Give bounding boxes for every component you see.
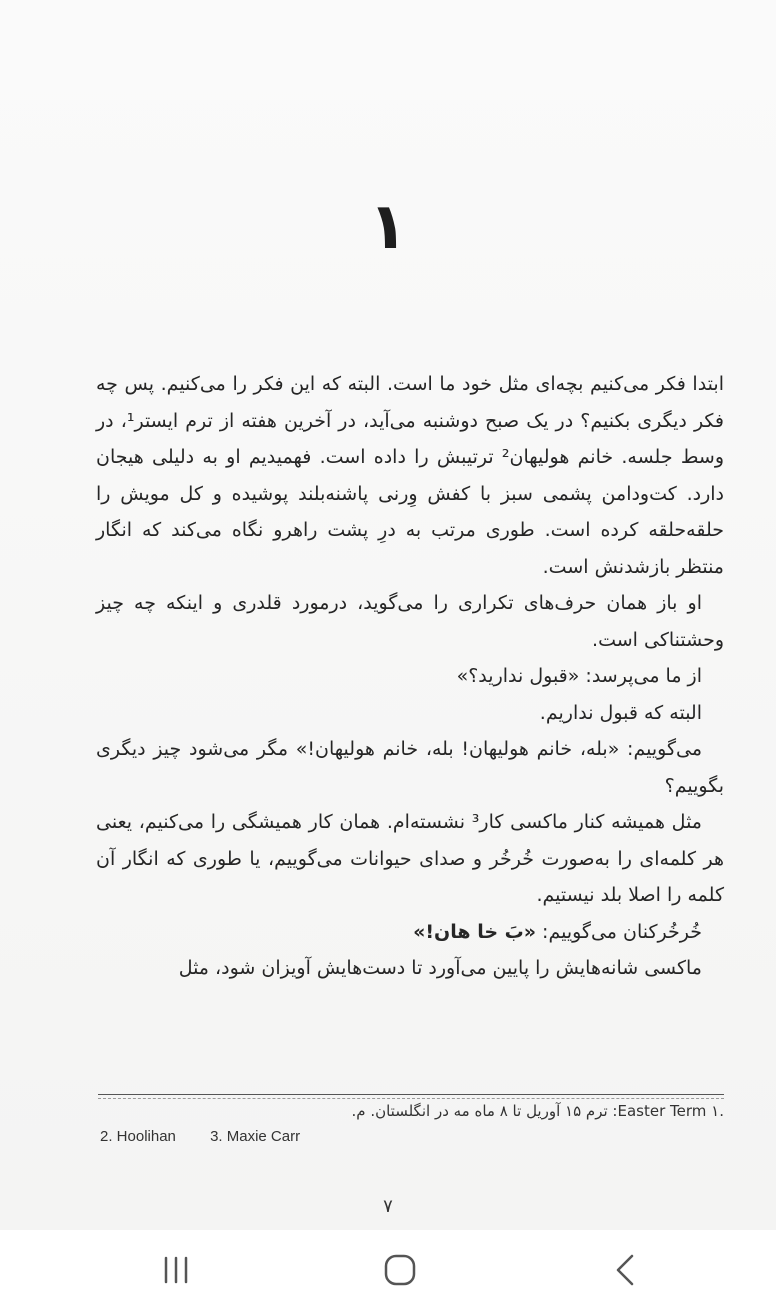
back-icon	[606, 1250, 646, 1290]
footnote-1: .۱ Easter Term: ترم ۱۵ آوریل تا ۸ ماه مه در انگلستان. م.	[351, 1102, 724, 1120]
home-icon	[380, 1250, 420, 1290]
paragraph-4: البته که قبول نداریم.	[539, 701, 702, 724]
paragraph-7-bold: «بَ خا هان!»	[413, 920, 536, 943]
recent-apps-icon	[156, 1252, 196, 1288]
paragraph-7	[96, 914, 724, 951]
paragraph-2: او باز همان حرف‌های تکراری را می‌گوید، درمورد قلدری و اینکه چه چیز وحشتناکی است.	[96, 592, 724, 651]
footnote-divider	[98, 1094, 724, 1095]
paragraph-1: ابتدا فکر می‌کنیم بچه‌ای مثل خود ما است. البته که این فکر را می‌کنیم. پس چه فکر دیگری بکنیم؟ در یک صبح دوشنبه می‌آید، در آخرین هفته از ترم ایستر¹، در وسط جلسه. خانم هولیهان² ترتیبش را داده است. فهمیدیم او به دلیلی هیجان دارد. کت‌ودامن پشمی سبز با کفش وِرنی پاشنه‌بلند پوشیده و کل مویش را حلقه‌حلقه کرده است. طوری مرتب به درِ پشت راهرو نگاه می‌کند که انگار منتظر بازشدنش است.	[96, 373, 725, 578]
footnote-divider-dashed	[98, 1098, 724, 1099]
back-button[interactable]	[596, 1248, 656, 1292]
page-number: ۷	[383, 1196, 393, 1212]
chapter-number: ۱	[368, 190, 408, 264]
paragraph-6: مثل همیشه کنار ماکسی کار³ نشسته‌ام. همان کار همیشگی را می‌کنیم، یعنی هر کلمه‌ای را به‌صورت خُرخُر و صدای حیوانات می‌گوییم، یا طوری که انگار آن کلمه را اصلا بلد نیستیم.	[96, 811, 724, 906]
footnote-2: 2. Hoolihan	[100, 1128, 176, 1145]
paragraph-7-lead: خُرخُرکنان می‌گوییم:	[536, 920, 702, 943]
paragraph-3: از ما می‌پرسد: «قبول ندارید؟»	[456, 665, 702, 687]
android-navigation-bar	[0, 1230, 776, 1314]
recent-apps-button[interactable]	[146, 1248, 206, 1292]
paragraph-8: ماکسی شانه‌هایش را پایین می‌آورد تا دست‌هایش آویزان شود، مثل	[178, 957, 702, 979]
body-text	[96, 366, 724, 987]
footnote-2-row	[100, 1128, 330, 1145]
footnote-3: 3. Maxie Carr	[210, 1128, 301, 1145]
home-button[interactable]	[370, 1248, 430, 1292]
paragraph-5: می‌گوییم: «بله، خانم هولیهان! بله، خانم هولیهان!» مگر می‌شود چیز دیگری بگوییم؟	[96, 738, 724, 797]
